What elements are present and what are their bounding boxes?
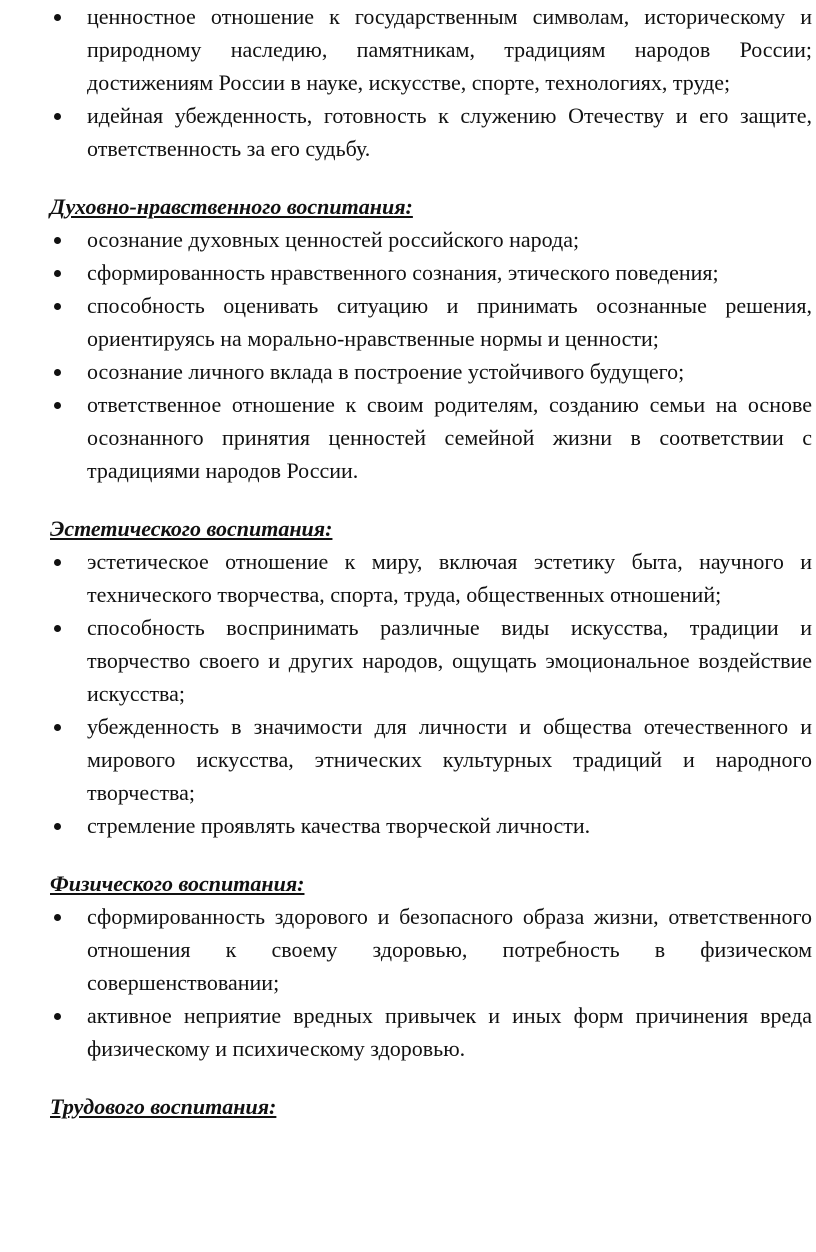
section-spiritual-moral <box>50 190 812 487</box>
section-heading: Духовно-нравственного воспитания: <box>50 194 413 219</box>
list-item: идейная убежденность, готовность к служению Отечеству и его защите, ответственность за его судьбу. <box>50 99 812 165</box>
list-item: сформированность здорового и безопасного образа жизни, ответственного отношения к своему здоровью, потребность в физическом совершенствовании; <box>50 900 812 999</box>
section-heading: Эстетического воспитания: <box>50 516 333 541</box>
bullet-icon <box>54 402 61 409</box>
bullet-icon <box>54 303 61 310</box>
list-item: убежденность в значимости для личности и общества отечественного и мирового искусства, этнических культурных традиций и народного творчества; <box>50 710 812 809</box>
section-physical <box>50 867 812 1065</box>
bullet-list <box>50 0 812 165</box>
section-heading: Физического воспитания: <box>50 871 305 896</box>
bullet-icon <box>54 625 61 632</box>
section-aesthetic <box>50 512 812 842</box>
list-item: стремление проявлять качества творческой личности. <box>50 809 812 842</box>
section-patriotic-continuation <box>50 0 812 165</box>
list-item: эстетическое отношение к миру, включая эстетику быта, научного и технического творчества, спорта, труда, общественных отношений; <box>50 545 812 611</box>
list-item: ответственное отношение к своим родителям, созданию семьи на основе осознанного принятия ценностей семейной жизни в соответствии с традициями народов России. <box>50 388 812 487</box>
bullet-list <box>50 223 812 487</box>
list-item: осознание личного вклада в построение устойчивого будущего; <box>50 355 812 388</box>
list-item: способность оценивать ситуацию и принимать осознанные решения, ориентируясь на морально-нравственные нормы и ценности; <box>50 289 812 355</box>
section-labor <box>50 1090 812 1123</box>
list-item: способность воспринимать различные виды искусства, традиции и творчество своего и других народов, ощущать эмоциональное воздействие искусства; <box>50 611 812 710</box>
section-heading: Трудового воспитания: <box>50 1094 277 1119</box>
bullet-icon <box>54 1013 61 1020</box>
bullet-icon <box>54 724 61 731</box>
list-item: ценностное отношение к государственным символам, историческому и природному наследию, памятникам, традициям народов России; достижениям России в науке, искусстве, спорте, технологиях, труде; <box>50 0 812 99</box>
bullet-icon <box>54 823 61 830</box>
bullet-icon <box>54 369 61 376</box>
bullet-icon <box>54 14 61 21</box>
bullet-list <box>50 545 812 842</box>
list-item: осознание духовных ценностей российского народа; <box>50 223 812 256</box>
list-item: активное неприятие вредных привычек и иных форм причинения вреда физическому и психическому здоровью. <box>50 999 812 1065</box>
bullet-icon <box>54 914 61 921</box>
list-item: сформированность нравственного сознания, этического поведения; <box>50 256 812 289</box>
bullet-icon <box>54 559 61 566</box>
bullet-list <box>50 900 812 1065</box>
bullet-icon <box>54 113 61 120</box>
bullet-icon <box>54 270 61 277</box>
bullet-icon <box>54 237 61 244</box>
